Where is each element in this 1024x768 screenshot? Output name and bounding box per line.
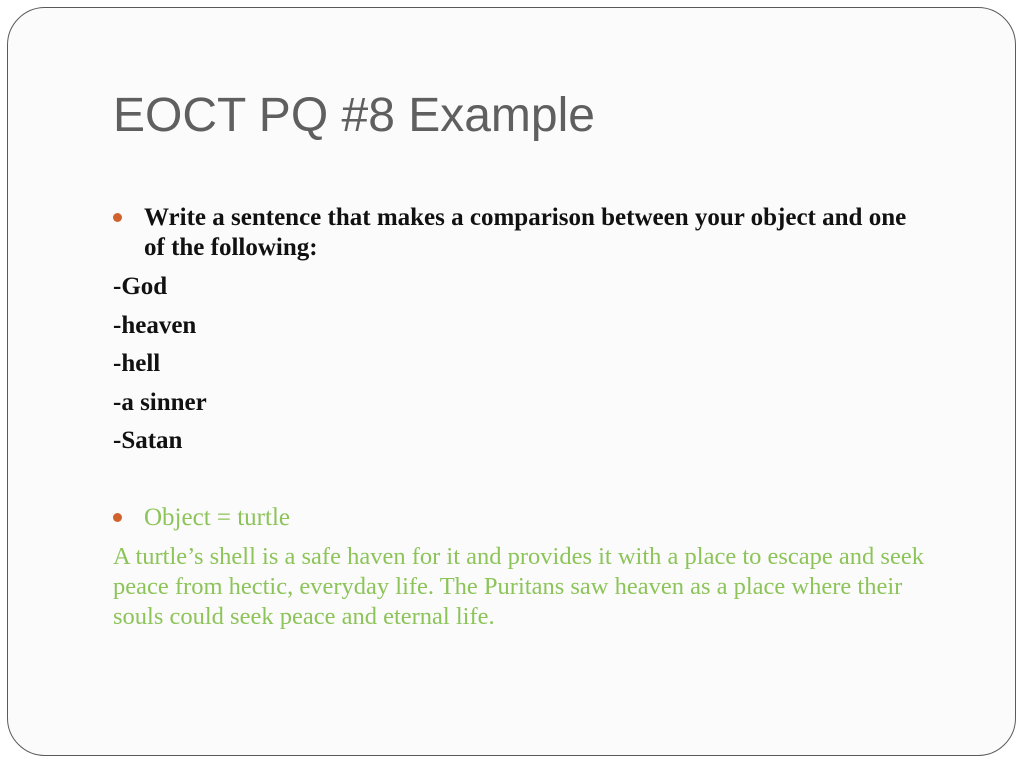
- bullet-dot-icon: [113, 513, 122, 522]
- bullet-dot-icon: [113, 213, 122, 222]
- choice-item-heaven: -heaven: [113, 312, 197, 339]
- object-bullet-text: Object = turtle: [144, 504, 290, 531]
- prompt-bullet-text: Write a sentence that makes a comparison between your object and one of the following:: [144, 204, 907, 261]
- prompt-bullet: [113, 203, 913, 263]
- slide-title: EOCT PQ #8 Example: [113, 89, 595, 142]
- choice-item-god: -God: [113, 273, 168, 300]
- example-paragraph: A turtle’s shell is a safe haven for it and provides it with a place to escape and seek peace from hectic, everyday life. The Puritans saw heaven as a place where their souls could seek peace and eternal life.: [113, 543, 924, 630]
- choice-item-satan: -Satan: [113, 427, 183, 454]
- choice-item-sinner: -a sinner: [113, 389, 207, 416]
- object-bullet: [113, 503, 290, 533]
- choice-item-hell: -hell: [113, 350, 161, 377]
